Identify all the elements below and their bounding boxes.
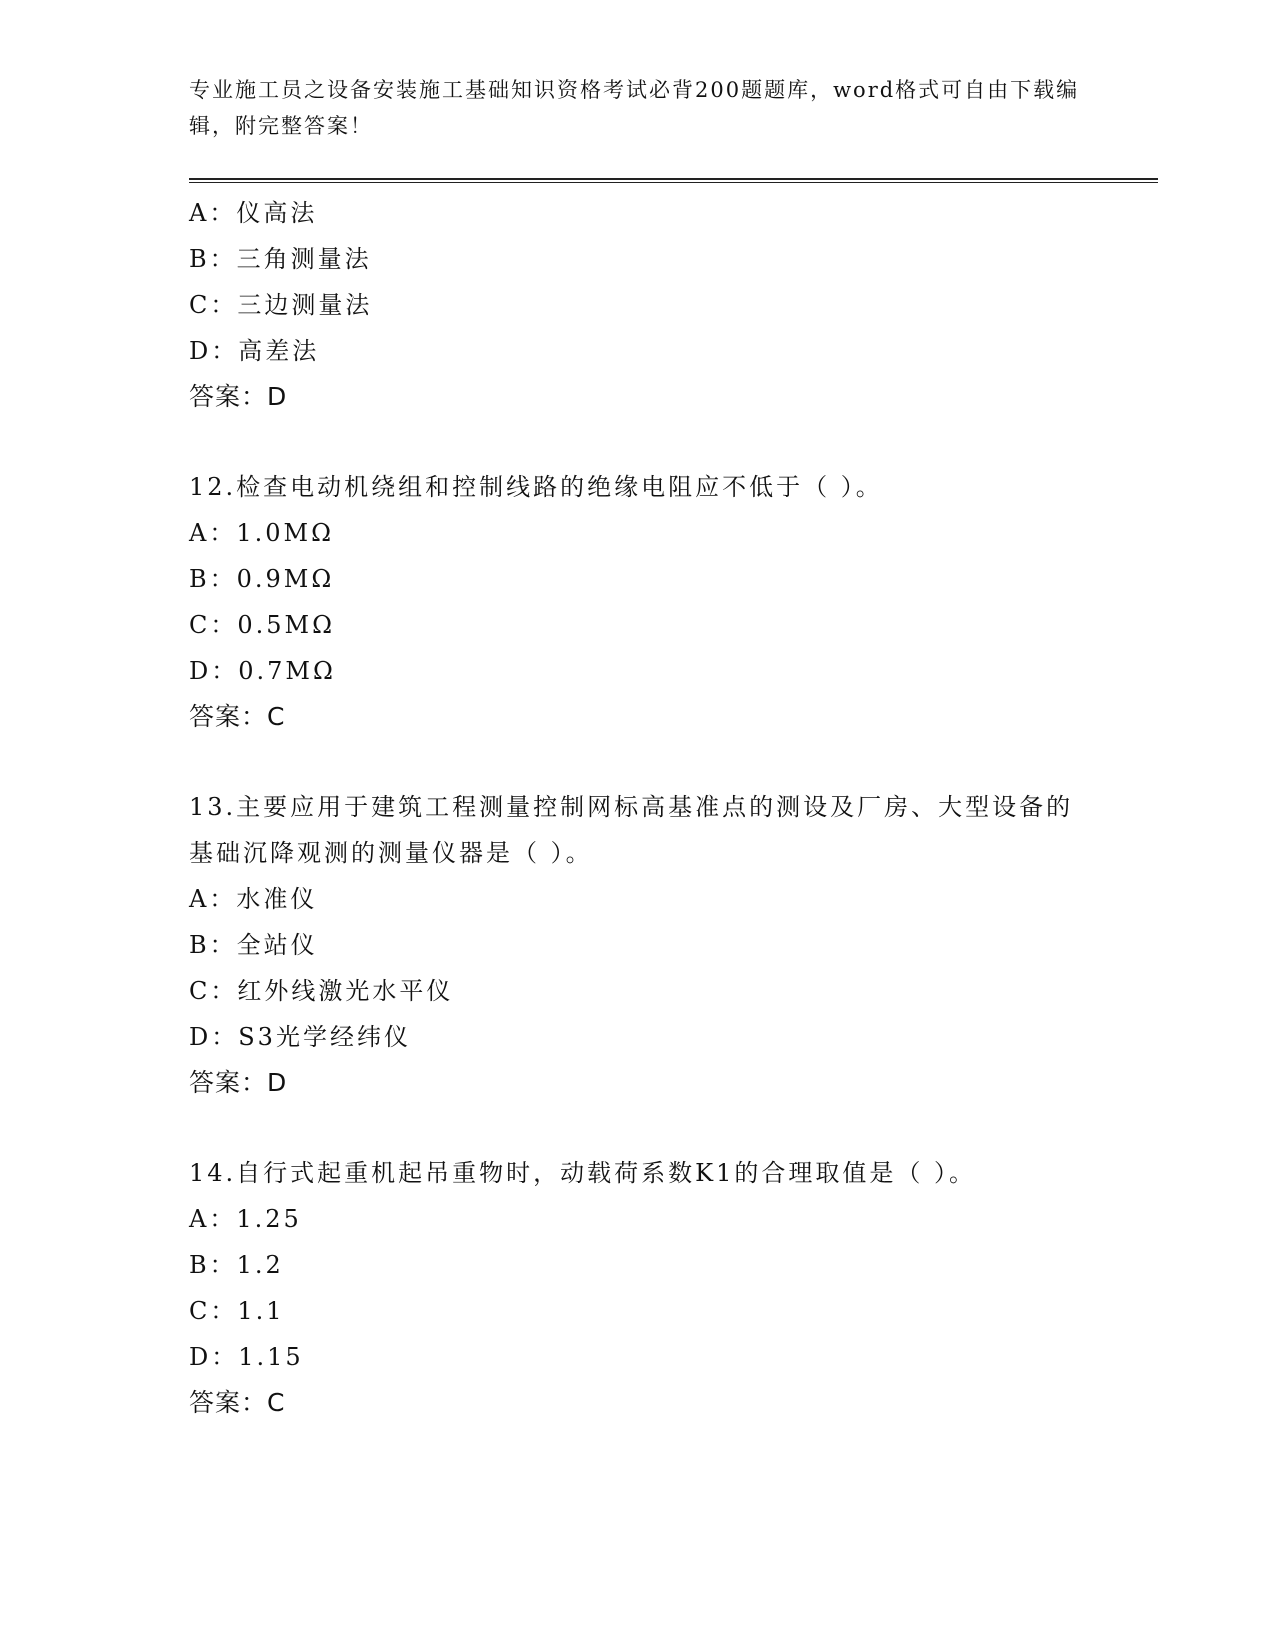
question-stem: 14.自行式起重机起吊重物时，动载荷系数K1的合理取值是（ ）。 xyxy=(189,1159,976,1187)
option-d: D：0.7MΩ xyxy=(189,657,336,685)
option-a: A：水准仪 xyxy=(189,885,318,913)
question-stem: 12.检查电动机绕组和控制线路的绝缘电阻应不低于（ ）。 xyxy=(189,473,883,501)
header-divider xyxy=(189,178,1158,183)
answer-line: 答案：C xyxy=(189,1388,286,1417)
answer-line: 答案：C xyxy=(189,702,286,731)
question-12 xyxy=(189,464,1089,740)
question-11-continued xyxy=(189,190,1089,420)
option-b: B：1.2 xyxy=(189,1251,284,1279)
option-d: D：1.15 xyxy=(189,1343,304,1371)
option-c: C：红外线激光水平仪 xyxy=(189,977,454,1005)
document-title: 专业施工员之设备安装施工基础知识资格考试必背200题题库，word格式可自由下载编辑，附完整答案！ xyxy=(189,78,1080,138)
option-d: D：S3光学经纬仪 xyxy=(189,1023,411,1051)
question-13 xyxy=(189,784,1089,1106)
answer-line: 答案：D xyxy=(189,1068,288,1097)
answer-line: 答案：D xyxy=(189,382,288,411)
option-a: A：仪高法 xyxy=(189,199,318,227)
option-a: A：1.25 xyxy=(189,1205,302,1233)
question-14 xyxy=(189,1150,1089,1426)
option-d: D：高差法 xyxy=(189,337,320,365)
question-stem: 13.主要应用于建筑工程测量控制网标高基准点的测设及厂房、大型设备的基础沉降观测的测量仪器是（ ）。 xyxy=(189,793,1074,867)
option-c: C：1.1 xyxy=(189,1297,285,1325)
option-c: C：三边测量法 xyxy=(189,291,373,319)
option-b: B：三角测量法 xyxy=(189,245,372,273)
option-a: A：1.0MΩ xyxy=(189,519,334,547)
question-list xyxy=(189,190,1089,1426)
option-b: B：全站仪 xyxy=(189,931,318,959)
option-b: B：0.9MΩ xyxy=(189,565,335,593)
option-c: C：0.5MΩ xyxy=(189,611,336,639)
